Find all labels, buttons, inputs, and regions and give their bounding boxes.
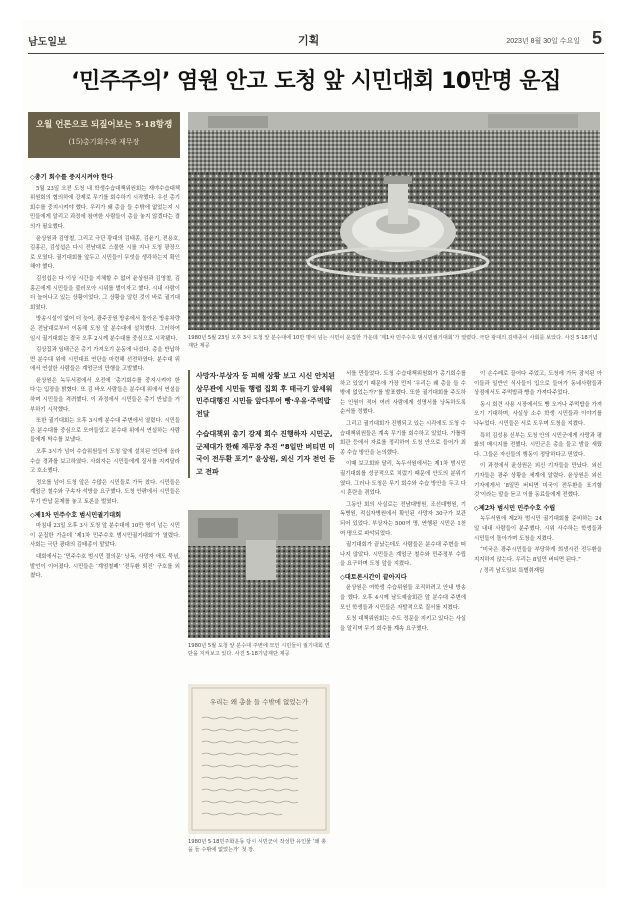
paragraph: 서를 만들었다. 도청 수습대책위원회가 총기회수를 하고 있었기 때문에 가장 먼저 ‘우리는 왜 총을 들 수밖에 없었는가?’를 발표했다. 또한 궐기대회를 주도하는 인원이 적어 여러 사람에게 성명서를 낭독하도록 순서를 정했다. [340, 371, 466, 416]
paragraph: 이때 보고회와 달리, 녹두서원에서는 제1차 범시민궐기대회를 성공적으로 치렀기 때문에 안도의 분위기였다. 그러나 도청은 무기 회수와 수습 방안을 두고 다시 혼란을 겪었다. [340, 461, 466, 497]
paragraph: 대회에서는 ‘민주수호 범시민 결의문’ 낭독, 사망자 애도 묵념, 발언이 이어졌다. 시민들은 ‘계엄철폐’ ‘전두환 퇴진’ 구호를 외쳤다. [30, 553, 180, 580]
right-column-text [474, 370, 602, 870]
paragraph: 그동안 회의 사실로는 전남대병원, 조선대병원, 기독병원, 적십자병원에서 확인된 사망자 30구가 보관 되어 있었다. 부상자는 500여 명, 연행된 시민은 1천여 명으로 파악되었다. [340, 501, 466, 537]
issue-date: 2023년 8월 30일 수요일 [506, 38, 580, 45]
leaflet-title: 우리는 왜 총을 들 수밖에 없었는가 [209, 698, 309, 706]
rally-photo-image [188, 510, 330, 638]
paragraph: 녹두서원에 제2차 범시민 궐기대회를 준비하는 24일 내내 사람들이 분주했다. 시위 사수하는 학생들과 시민들이 돌아가며 도청을 지켰다. [474, 516, 602, 542]
paragraph: 윤상원과 김영철, 그리고 극단 광대의 김태종, 김윤기, 전용호, 김홍곤, 김성섭은 다시 전남대로 스물한 시를 지나 도청 광장으로 모였다. 궐기대회를 앞두고 시민들이 무엇을 생각하는지 확인해야 했다. [30, 235, 180, 271]
middle-column-text [340, 370, 466, 870]
newspaper-page [22, 20, 606, 888]
crowd-photo-image [188, 112, 600, 330]
crowd-photo [188, 112, 600, 330]
page-header [28, 30, 604, 50]
series-title: 오월 언론으로 되짚어보는 5·18항쟁 [35, 120, 173, 130]
leaflet-photo [188, 684, 330, 834]
paragraph: 그리고 궐기대회가 진행되고 있는 시각에도 도청 수습대책위원들은 계속 무기를 회수하고 있었다. 가톨릭 회관 등에서 자료를 정리하여 도청 안으로 들어가 최종 수습 방안을 논의했다. [340, 420, 466, 456]
paragraph: 윤상원은 여학생 수습위원들 조직하려고 안내 방송을 했다. 오후 4시께 남도예술회관 앞 분수대 주변에 모인 학생들과 시민들은 자발적으로 질서를 지켰다. [340, 585, 466, 611]
paragraph: 김상집과 임태근은 총기 가져오기 운동에 나섰다. 총을 반납하면 분수대 위에 시민대표 연단을 마련해 선전하였다. 분수대 위에서 연설한 사람들은 계엄군의 만행을 고발했다. [30, 347, 180, 373]
subheading: ◇대토론시간이 끝아지다 [340, 573, 407, 581]
paragraph: 이 과정에서 윤상원은 외신 기자들을 만났다. 외신 기자들은 광주 상황을 세계에 알렸다. 윤상원은 외신 기자에게서 ‘8일만 버티면 미국이 전두환을 포기할 것’이라는 말을 듣고 이를 동료들에게 전했다. [474, 463, 602, 499]
paragraph: 도청 대책위원회는 수도 정문을 지키고 있다는 사실을 알리며 무기 회수를 계속 요구했다. [340, 616, 466, 632]
paragraph: 특히 김성용 신부는 도청 안의 시민군에게 사랑과 평화의 메시지를 전했다. 시민군은 총을 들고 밤을 새웠다. 그들은 자신들의 행동이 정당하다고 믿었다. [474, 432, 602, 458]
subheading: ◇총기 회수를 중지시켜야 한다 [30, 174, 113, 181]
subheading: ◇제1차 민주수호 범시민궐기대회 [30, 511, 122, 519]
rally-photo-caption: 1980년 5월 도청 앞 분수대 주변에 모인 시민들이 궐기대회 연단을 지켜보고 있다. 사진 5·18기념재단 제공 [188, 643, 330, 657]
leaflet-caption: 1980년 5·18민주화운동 당시 시민군이 작성한 유인물 ‘왜 총을 들 수밖에 없었는가’ 첫 장. [188, 839, 327, 853]
paragraph: 정오를 넘어 도청 앞은 수많은 시민들로 가득 찼다. 시민들은 계엄군 철수와 구속자 석방을 요구했다. 도청 안팎에서 시민들은 무기 반납 문제를 놓고 토론을 벌였다. [30, 479, 180, 505]
paragraph: 윤상원은 녹두서점에서 오전에 ‘총기회수를 중지시켜야 한다’는 입장을 밝혔다. 또 김 바오 사람들은 분수대 위에서 연설을 하며 시민들을 격려했다. 이 과정에서 시민들은 총기 반납을 거부하기 시작했다. [30, 377, 180, 413]
newspaper-name: 남도일보 [28, 36, 67, 48]
byline: / 정리 남도일보 특별취재팀 [480, 568, 545, 575]
series-title-box [28, 112, 180, 158]
paragraph: 김성섭은 다 이상 시간을 지체할 수 없어 윤상원과 김영철, 김홍곤에게 시민들을 불러모아 시위를 벌이자고 했다. 시내 사람이 더 늘어나고 있는 상황이었다. 그 상황을 알린 것이 바로 궐기대회였다. [30, 275, 180, 311]
paragraph: 오후 3시가 넘어 수습위원들이 도청 앞에 설치된 연단에 올라 수습 경과를 보고하였다. 사회자는 시민들에게 질서를 지켜달라고 호소했다. [30, 449, 180, 475]
paragraph: 동시 회견 사용 시장에서도 빵 오거나 주먹밥을 가져오기 기대하며, 사실상 소수 학생 시민들과 이야기를 나누었다. 시민들은 서로 도우며 도청을 지켰다. [474, 401, 602, 427]
paragraph: 방송시설이 없어 더 늦어, 광주공원 방송에서 돌아온 방송차량은 전남대로부터 이동해 도청 앞 분수대에 설치했다. 그러하여 임시 궐기대회는 결국 오후 2시께 분수대를 중심으로 시작됐다. [30, 316, 180, 342]
section-title: 기획 [298, 35, 320, 47]
paragraph: 또한 궐기대회는 오후 3시께 분수대 주변에서 열렸다. 시민들은 분수대를 중심으로 모여들었고 분수대 위에서 연설하는 사람들에게 박수를 보냈다. [30, 418, 180, 444]
page-number: 5 [591, 28, 602, 48]
main-photo-caption: 1980년 5월 23일 오후 3시 도청 앞 분수대에 10만 명이 넘는 시민이 운집한 가운데 ‘제1차 민주수호 범시민궐기대회’가 열렸다. 극단 광대의 김태종이 사회를 보았다. 사진 5·18기념재단 제공 [188, 335, 598, 349]
pull-quote-2: 수습대책위 총기 강제 회수 진행하자 시민군, 군제대가 한해 재무장 추진 “8일만 버티면 미국이 전두환 포기” 윤상원, 외신 기자 전언 듣고 전파 [196, 430, 336, 476]
leaflet-image [188, 684, 330, 834]
rally-photo [188, 510, 330, 638]
headline: ‘민주주의’ 염원 안고 도청 앞 시민대회 10만명 운집 [71, 69, 561, 94]
left-column-text [30, 170, 180, 870]
paragraph: 궐기대회가 끝났는데도 사람들은 분수대 주변을 떠나지 않았다. 시민들은 계엄군 철수와 민주정부 수립을 요구하며 도청 앞을 지켰다. [340, 542, 466, 568]
paragraph: 5월 23일 오전 도청 내 학생수습대책위원회는 재야수습대책위원회의 협의하에 강제로 무기를 회수하기 시작했다. 우선 총기 회수를 중지시켜야 했다. 우리가 왜 총을 들 수밖에 없었는지 시민들에게 알리고 과정에 참여한 사람들이 총을 놓지 않겠다는 결의가 필요했다. [30, 185, 180, 230]
paragraph: “미국은 광주시민들을 부당하게 희생시킨 전두환을 지지하지 않는다. 우리는 8일만 버티면 된다.” [474, 547, 602, 563]
pull-quote-1: 사망자·부상자 등 피해 상황 보고 시신 안치된 상무관에 시민들 행렬 집회 후 태극기 앞세워 민주대행진 시민들 앞다투어 빵·우유·주먹밥 전달 [196, 372, 335, 418]
series-subtitle: (15)총기회수와 재무장 [68, 138, 140, 146]
subheading: ◇제2차 범시민 민주수호 수립 [474, 504, 556, 512]
paragraph: 마침내 23일 오후 3시 도청 앞 분수대에 10만 명이 넘는 시민이 운집한 가운데 ‘제1차 민주수호 범시민궐기대회’가 열렸다. 사회는 극단 광대의 김태종이 맡았다. [30, 523, 180, 549]
header-rule [28, 53, 604, 54]
pull-quote [188, 370, 338, 478]
paragraph: 이 손수레로 끌어다 주었고, 도청에 가득 잠석된 아이들과 일반인 식사들이 입으로 들어가 동네사람들과 상점에서도 주먹밥과 빵을 가져다주었다. [474, 371, 602, 397]
